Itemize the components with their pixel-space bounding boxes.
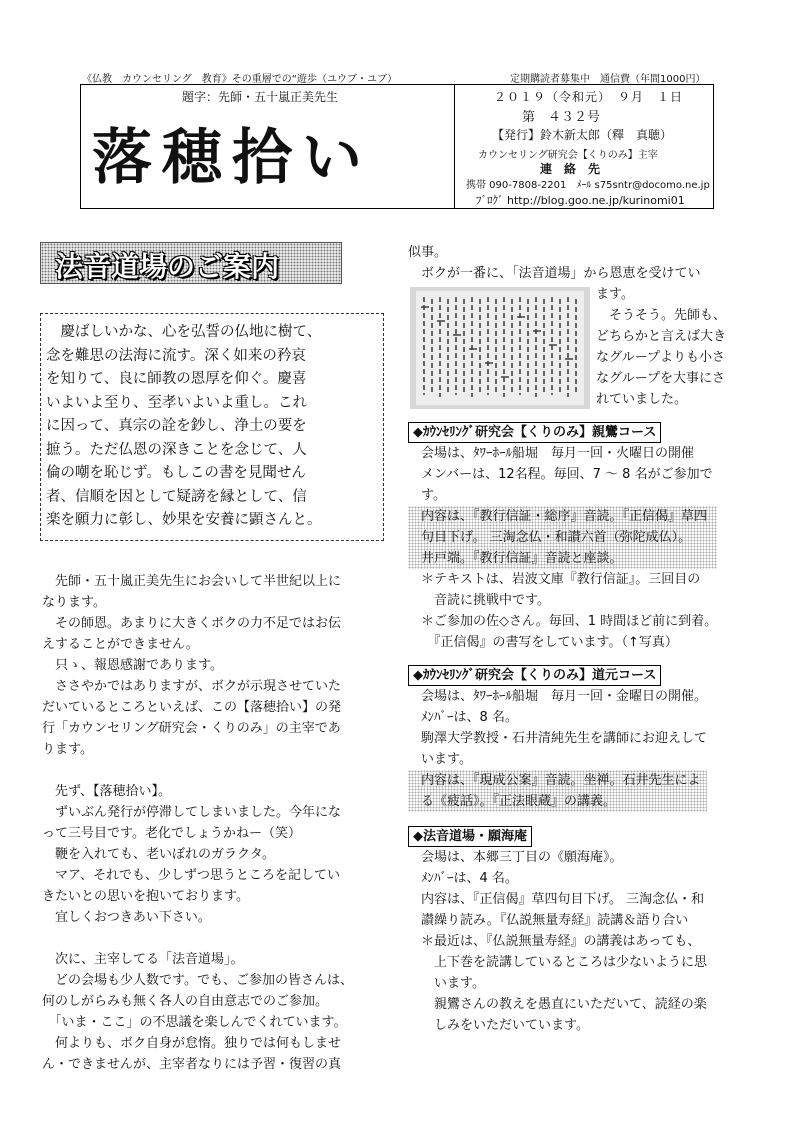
course-line: ﾒﾝﾊﾞｰは、4 名。 — [408, 871, 518, 886]
course-line: 上下巻を読講しているところは少ないように思 — [408, 955, 708, 970]
body-line: 鞭を入れても、老いぼれのガラクタ。 — [42, 847, 275, 862]
quote-line: いよいよ至り、至孝いよいよ重し。これ — [46, 394, 307, 411]
course-line: 『正信偈』の書写をしています。（↑写真） — [408, 635, 678, 650]
body-line: 何のしがらみも無く各人の自由意志でのご参加。 — [42, 994, 329, 1009]
course-line: メンバーは、12名程。毎回、7 ～ 8 名がご参加で — [408, 467, 713, 482]
body-line: なります。 — [42, 595, 106, 610]
course-line: 親鸞さんの教えを愚直にいただいて、読経の楽 — [408, 997, 707, 1012]
course-line-highlighted: 内容は、『現成公案』音読。坐禅。石井先生によ — [408, 770, 707, 791]
blog-url: ﾌﾞﾛｸﾞ http://blog.goo.ne.jp/kurinomi01 — [476, 194, 685, 207]
course-line: 音読に挑戦中です。 — [408, 593, 550, 608]
phone-email: 携帯 090-7808-2201 ﾒｰﾙ s75sntr@docomo.ne.jp — [466, 180, 710, 191]
sutra-photo-graphic — [410, 287, 590, 409]
subscription-notice: 定期購読者募集中 通信費（年間1000円） — [510, 74, 706, 85]
body-line: どの会場も少人数です。でも、ご参加の皆さんは、 — [42, 973, 353, 988]
body-line: ささやかではありますが、ボクが示現させていた — [42, 679, 342, 694]
body-line: ん・できませんが、主宰者なりには予習・復習の真 — [42, 1057, 342, 1072]
body-line: 先ず、【落穂拾い】。 — [42, 784, 171, 799]
course-line: 会場は、ﾀﾜｰﾎｰﾙ船堀 毎月一回・火曜日の開催 — [408, 446, 695, 461]
course-line-highlighted: 井戸端。『教行信証』音読と座談。 — [408, 548, 717, 569]
course-header-gankaian: ◆法音道場・願海庵 — [408, 826, 532, 847]
organization: カウンセリング研究会【くりのみ】主宰 — [478, 150, 658, 161]
beside-photo-line: どちらかと言えば大き — [596, 329, 727, 344]
body-line: 行「カウンセリング研究会・くりのみ」の主宰であ — [42, 721, 341, 736]
body-line: マア、それでも、少しずつ思うところを記してい — [42, 868, 340, 883]
beside-photo-line: なグループを大事にさ — [596, 371, 725, 386]
course-line-highlighted: 句目下げ。 三淘念仏・和讃六首（弥陀成仏）。 — [408, 527, 717, 548]
sutra-handwriting-photo — [410, 287, 590, 409]
course-line: います。 — [408, 752, 472, 767]
body-line: ります。 — [42, 742, 93, 757]
course-line-highlighted: 内容は、『教行信証・総序』音読。『正信偈』草四 — [408, 506, 717, 527]
course-line: ＊ご参加の佐◇さん。毎回、1 時間ほど前に到着。 — [408, 614, 718, 629]
quote-line: 者、信順を因として疑謗を縁として、信 — [46, 488, 307, 505]
beside-photo-line: れていました。 — [596, 392, 688, 407]
body-line: 次に、主宰してる「法音道場」。 — [42, 952, 244, 967]
course-line: 会場は、ﾀﾜｰﾎｰﾙ船堀 毎月一回・金曜日の開催。 — [408, 689, 708, 704]
body-line: きたいとの思いを抱いております。 — [42, 889, 249, 904]
quote-line: 楽を願力に彰し、妙果を安養に顕さんと。 — [46, 512, 322, 528]
course-line: 内容は、『正信偈』草四句目下げ。 三淘念仏・和 — [408, 892, 705, 907]
beside-photo-line: ます。 — [596, 287, 634, 302]
body-line: だいているところといえば、この【落穂拾い】の発 — [42, 700, 342, 715]
tagline: 《仏教 カウンセリング 教育》その重層での“遊歩（ユウブ・ユブ） — [82, 74, 398, 85]
course-line: 讃繰り読み。『仏説無量寿経』読講＆語り合い — [408, 913, 689, 928]
course-line: しみをいただいています。 — [408, 1018, 589, 1033]
beside-photo-text — [596, 284, 726, 410]
course-line: 駒澤大学教授・石井清純先生を講師にお迎えして — [408, 731, 708, 746]
left-column-body — [42, 571, 390, 1075]
beside-photo-line: なグループよりも小さ — [596, 350, 725, 365]
quote-line: を知りて、良に師教の恩厚を仰ぐ。慶喜 — [46, 371, 307, 387]
course-line: ﾒﾝﾊﾞｰは、8 名。 — [408, 710, 518, 725]
newsletter-title: 落穂拾い — [92, 123, 372, 193]
masthead-divider — [454, 84, 455, 208]
quote-text — [46, 321, 322, 533]
body-line: って三号目です。老化でしょうかねー（笑） — [42, 826, 301, 841]
course-header-shinran: ◆ｶｳﾝｾﾘﾝｸﾞ研究会【くりのみ】親鸞コース — [408, 422, 661, 443]
course-line: 会場は、本郷三丁目の《願海庵》。 — [408, 850, 623, 865]
body-line: 何よりも、ボク自身が怠惰。独りでは何もしませ — [42, 1036, 342, 1051]
course-body-shinran — [408, 443, 717, 653]
publisher: 【発行】鈴木新太郎（釋 真聴） — [492, 128, 673, 142]
body-line: 先師・五十嵐正美先生にお会いして半世紀以上に — [42, 574, 342, 589]
quote-line: 念を難思の法海に流す。深く如来の矜哀 — [46, 347, 306, 364]
course-body-dogen — [408, 686, 707, 812]
body-line: ずいぶん発行が停滞してしまいました。今年にな — [42, 805, 342, 820]
beside-photo-line: そうそう。先師も、 — [596, 308, 727, 323]
section-heading-text: 法音道場のご案内 — [55, 250, 280, 283]
body-line: 宜しくおつきあい下さい。 — [42, 910, 211, 925]
body-line: 只ゝ、報恩感謝であります。 — [42, 658, 223, 673]
issue-number: 第 ４３２号 — [522, 110, 601, 125]
right-body-line: 似事。 — [408, 245, 448, 260]
body-line — [42, 928, 390, 949]
issue-date: ２０１９（令和元） ９月 １日 — [494, 90, 684, 104]
body-line — [42, 760, 390, 781]
course-line: す。 — [408, 488, 446, 503]
quote-line: 摭う。ただ仏恩の深きことを念じて、人 — [46, 441, 307, 458]
course-header-dogen: ◆ｶｳﾝｾﾘﾝｸﾞ研究会【くりのみ】道元コース — [408, 665, 661, 686]
calligraphy-credit: 題字：先師・五十嵐正美先生 — [182, 90, 339, 104]
body-line: 「いま・ここ」の不思議を楽しんでくれています。 — [42, 1015, 347, 1030]
course-line-highlighted: る《疲話》。『正法眼蔵』の講義。 — [408, 791, 707, 812]
course-line: います。 — [408, 976, 485, 991]
quote-line: に因って、真宗の詮を鈔し、浄土の要を — [46, 418, 307, 434]
right-body-line: ボクが一番に、「法音道場」から恩恵を受けてい — [408, 266, 701, 281]
quote-line: 倫の嘲を恥じず。もしこの書を見聞せん — [46, 465, 306, 481]
contact-heading: 連 絡 先 — [540, 162, 601, 176]
course-line: ＊テキストは、岩波文庫『教行信証』。三回目の — [408, 572, 701, 587]
quote-line: 慶ばしいかな、心を弘誓の仏地に樹て、 — [46, 324, 322, 340]
section-heading — [40, 242, 342, 284]
body-line: その師恩。あまりに大きくボクの力不足ではお伝 — [42, 616, 342, 631]
course-body-gankaian — [408, 847, 707, 1036]
course-line: ＊最近は、『仏説無量寿経』の講義はあっても、 — [408, 934, 701, 949]
body-line: えすることができません。 — [42, 637, 199, 652]
